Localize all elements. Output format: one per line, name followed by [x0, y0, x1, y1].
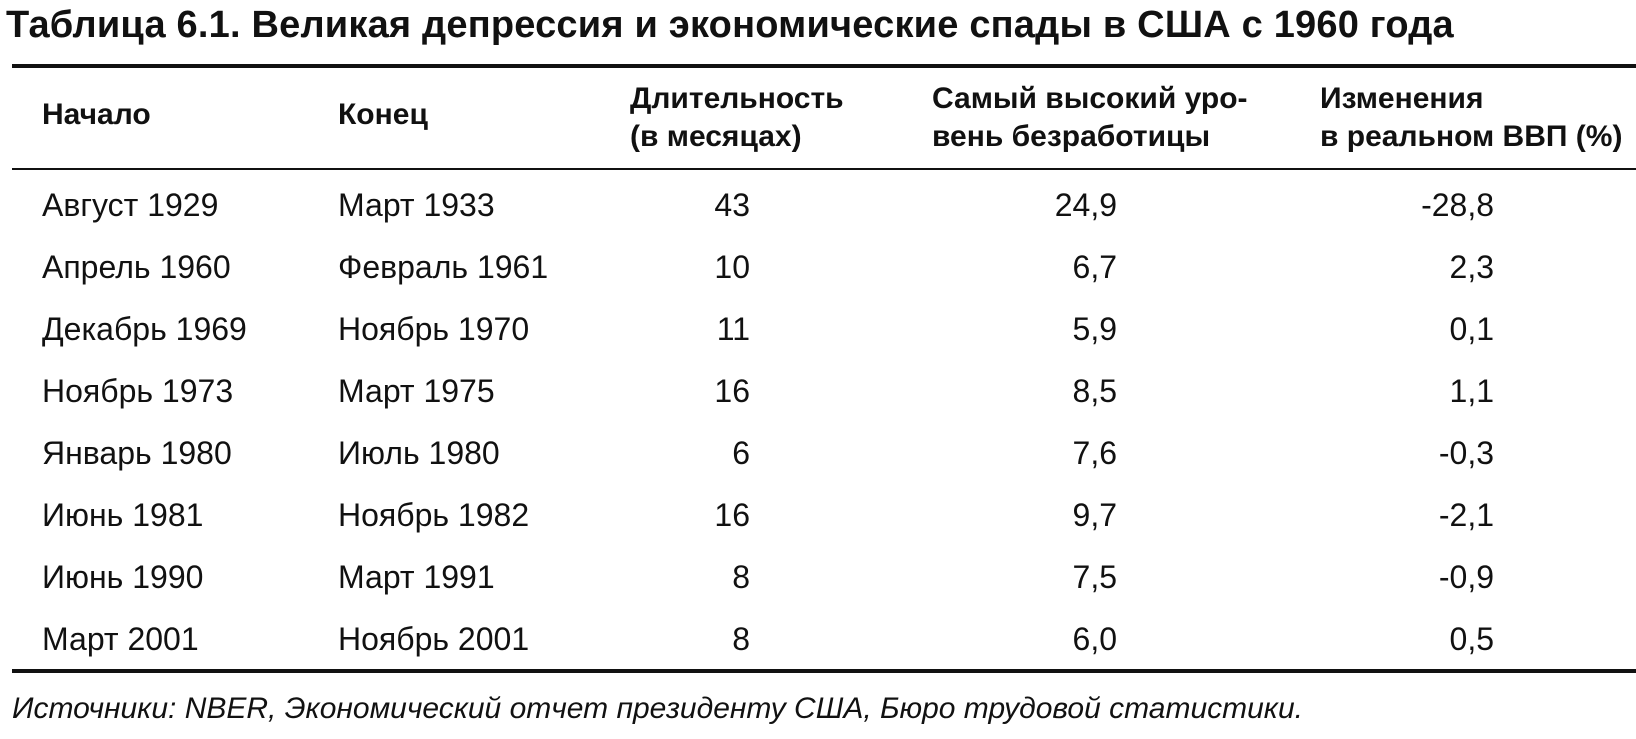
cell-gdp: -0,9 — [1438, 559, 1494, 595]
header-unemployment-line-2: вень безработицы — [932, 120, 1211, 153]
table-row — [0, 236, 1636, 298]
header-duration-line-2: (в месяцах) — [630, 120, 802, 153]
table-row — [0, 422, 1636, 484]
cell-end: Март 1991 — [338, 559, 495, 595]
cell-end: Ноябрь 1982 — [338, 497, 530, 533]
cell-duration: 8 — [732, 621, 750, 657]
header-unemployment-line-1: Самый высокий уро- — [932, 82, 1248, 115]
cell-gdp: -0,3 — [1438, 435, 1494, 471]
table-row — [0, 484, 1636, 546]
cell-unemployment: 9,7 — [1072, 497, 1117, 533]
table-row — [0, 546, 1636, 608]
header-start — [42, 96, 151, 134]
cell-duration: 43 — [714, 187, 750, 223]
cell-duration: 8 — [732, 559, 750, 595]
header-end — [338, 96, 428, 134]
cell-gdp: -28,8 — [1421, 187, 1494, 223]
cell-end: Ноябрь 2001 — [338, 621, 530, 657]
cell-start: Март 2001 — [42, 621, 199, 657]
cell-end: Ноябрь 1970 — [338, 311, 530, 347]
table-row — [0, 608, 1636, 670]
cell-duration: 16 — [714, 497, 750, 533]
table-row — [0, 360, 1636, 422]
cell-start: Апрель 1960 — [42, 249, 231, 285]
table-row — [0, 174, 1636, 236]
cell-start: Август 1929 — [42, 187, 219, 223]
cell-unemployment: 5,9 — [1072, 311, 1117, 347]
cell-start: Декабрь 1969 — [42, 311, 247, 347]
header-gdp — [1320, 80, 1622, 156]
cell-gdp: 1,1 — [1449, 373, 1494, 409]
header-rule — [12, 168, 1636, 170]
cell-end: Март 1975 — [338, 373, 495, 409]
bottom-rule — [12, 669, 1636, 673]
cell-unemployment: 7,5 — [1072, 559, 1117, 595]
table-title: Таблица 6.1. Великая депрессия и экономические спады в США с 1960 года — [6, 4, 1454, 46]
cell-gdp: 0,5 — [1449, 621, 1494, 657]
cell-unemployment: 6,0 — [1072, 621, 1117, 657]
cell-duration: 16 — [714, 373, 750, 409]
cell-end: Июль 1980 — [338, 435, 500, 471]
cell-gdp: 2,3 — [1449, 249, 1494, 285]
cell-unemployment: 8,5 — [1072, 373, 1117, 409]
header-unemployment — [932, 80, 1248, 156]
cell-end: Март 1933 — [338, 187, 495, 223]
header-gdp-line-2: в реальном ВВП (%) — [1320, 120, 1623, 153]
cell-start: Июнь 1981 — [42, 497, 204, 533]
top-rule — [12, 64, 1636, 68]
cell-start: Ноябрь 1973 — [42, 373, 234, 409]
table-row — [0, 298, 1636, 360]
cell-gdp: -2,1 — [1438, 497, 1494, 533]
cell-gdp: 0,1 — [1449, 311, 1494, 347]
cell-start: Январь 1980 — [42, 435, 232, 471]
header-duration-line-1: Длительность — [630, 82, 844, 115]
cell-duration: 10 — [714, 249, 750, 285]
cell-duration: 11 — [716, 311, 750, 347]
cell-end: Февраль 1961 — [338, 249, 549, 285]
cell-unemployment: 24,9 — [1054, 187, 1117, 223]
cell-duration: 6 — [732, 435, 750, 471]
cell-unemployment: 7,6 — [1072, 435, 1117, 471]
cell-start: Июнь 1990 — [42, 559, 204, 595]
header-duration — [630, 80, 844, 156]
header-end-label: Конец — [338, 98, 428, 131]
header-gdp-line-1: Изменения — [1320, 82, 1484, 115]
cell-unemployment: 6,7 — [1072, 249, 1117, 285]
header-start-label: Начало — [42, 98, 151, 131]
source-footnote: Источники: NBER, Экономический отчет президенту США, Бюро трудовой статистики. — [12, 692, 1303, 725]
